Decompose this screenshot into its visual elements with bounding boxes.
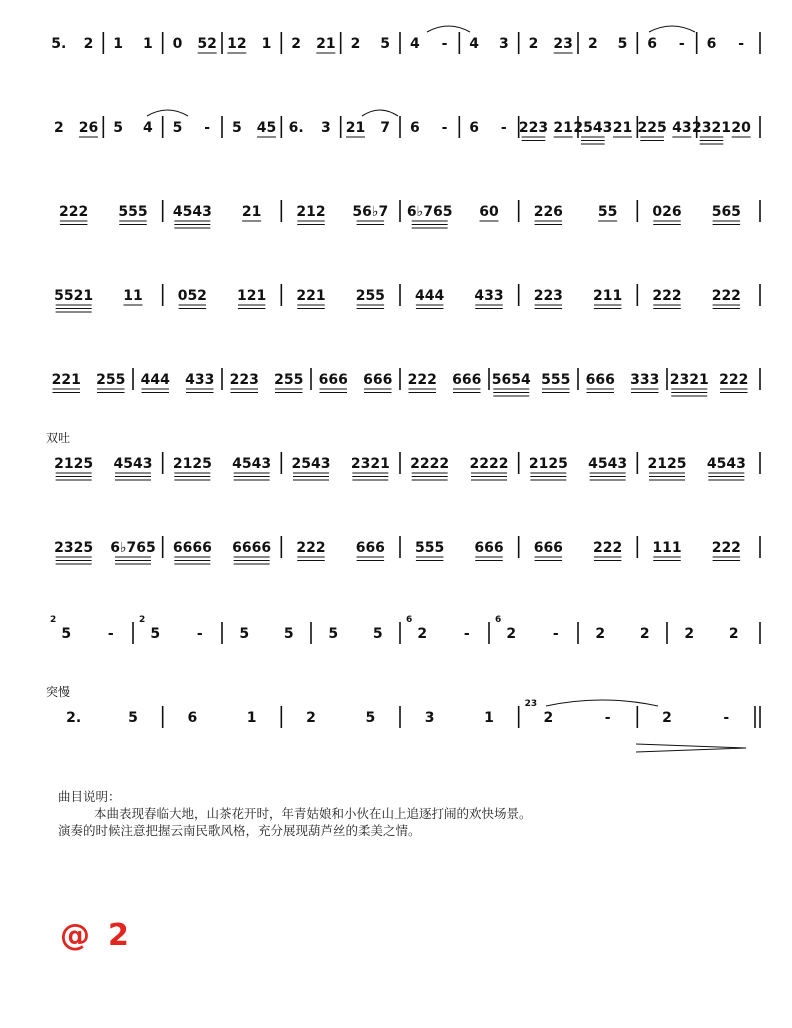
note-group: 2 <box>291 36 302 52</box>
note-group: 2 <box>684 626 695 642</box>
note-group: 60 <box>479 204 499 220</box>
note-group: 6♭765 <box>110 540 156 556</box>
note-group: 555 <box>541 372 571 388</box>
note-group: 6 <box>409 120 420 136</box>
tie-arc <box>147 110 188 116</box>
note-group: 2 <box>728 626 739 642</box>
note-group: 5 <box>328 626 339 642</box>
note-group: 5 <box>172 120 183 136</box>
note-group: 1 <box>484 710 494 726</box>
note-group: 666 <box>474 540 504 556</box>
note-group: 5521 <box>54 288 94 304</box>
note-group: 223 <box>518 120 549 136</box>
note-group: 4 <box>142 120 153 136</box>
note-group: 2125 <box>172 456 212 472</box>
note-group: 2 <box>306 710 316 726</box>
note-group: 222 <box>593 540 623 556</box>
note-group: 5654 <box>491 372 531 388</box>
note-group: - <box>738 36 745 52</box>
note-group: 666 <box>533 540 563 556</box>
note-group: 666 <box>363 372 393 388</box>
note-group: 2543 <box>291 456 331 472</box>
note-group: 1 <box>246 710 257 726</box>
note-group: 2 <box>639 626 650 642</box>
note-group: 221 <box>296 288 326 304</box>
note-group: 212 <box>296 204 326 220</box>
note-group: 2 <box>83 36 94 52</box>
note-group: 2 <box>543 710 554 726</box>
note-group: 2222 <box>469 456 509 472</box>
note-group: 4543 <box>232 456 272 472</box>
grace-note: 6 <box>495 615 502 625</box>
note-group: 2325 <box>54 540 94 556</box>
decrescendo-hairpin <box>636 744 746 752</box>
grace-note: 23 <box>524 699 538 709</box>
note-group: 222 <box>59 204 89 220</box>
note-group: 6 <box>469 120 480 136</box>
note-group: 4543 <box>706 456 746 472</box>
note-group: 2 <box>350 36 361 52</box>
note-group: 5 <box>231 120 242 136</box>
note-group: 43 <box>672 120 692 136</box>
note-group: 2321 <box>669 372 709 388</box>
note-group: 5 <box>239 626 250 642</box>
note-group: 2321 <box>350 456 390 472</box>
note-group: 255 <box>274 372 304 388</box>
note-group: 6666 <box>172 540 212 556</box>
page-number: 2 <box>108 918 147 953</box>
piece-description <box>58 788 758 839</box>
note-group: 4543 <box>172 204 212 220</box>
note-group: 666 <box>355 540 385 556</box>
note-group: 444 <box>140 372 170 388</box>
note-group: 1 <box>142 36 153 52</box>
note-group: 12 <box>227 36 247 52</box>
note-group: 666 <box>585 372 615 388</box>
grace-note: 6 <box>406 615 413 625</box>
tie-arc <box>546 700 658 706</box>
note-group: 333 <box>630 372 660 388</box>
note-group: 555 <box>118 204 148 220</box>
note-group: 5 <box>380 36 391 52</box>
note-group: 1 <box>261 36 272 52</box>
note-group: - <box>441 36 448 52</box>
note-group: 3 <box>498 36 509 52</box>
note-group: 3 <box>424 710 435 726</box>
note-group: 2222 <box>410 456 450 472</box>
note-group: 121 <box>237 288 267 304</box>
note-group: 5 <box>150 626 161 642</box>
note-group: 4543 <box>588 456 628 472</box>
note-group: 2 <box>595 626 606 642</box>
note-group: 222 <box>719 372 749 388</box>
note-group: 222 <box>652 288 682 304</box>
note-group: 1 <box>113 36 124 52</box>
note-group: 0 <box>172 36 183 52</box>
note-group: 11 <box>123 288 143 304</box>
note-group: 6 <box>706 36 717 52</box>
note-group: - <box>678 36 685 52</box>
note-group: 55 <box>597 204 618 220</box>
note-group: 4 <box>469 36 480 52</box>
description-paragraph-1: 本曲表现春临大地，山茶花开时，年青姑娘和小伙在山上追逐打闹的欢快场景。 <box>94 806 532 821</box>
tempo-marking: 突慢 <box>46 685 71 699</box>
note-group: 111 <box>652 540 682 556</box>
note-group: 444 <box>415 288 445 304</box>
note-group: 226 <box>533 204 563 220</box>
note-group: 255 <box>96 372 126 388</box>
note-group: 222 <box>296 540 326 556</box>
note-group: 433 <box>474 288 504 304</box>
note-group: - <box>107 626 114 642</box>
note-group: 221 <box>51 372 81 388</box>
page-marker <box>60 918 147 953</box>
note-group: 2 <box>587 36 598 52</box>
note-group: 666 <box>318 372 348 388</box>
note-group: 222 <box>407 372 437 388</box>
note-group: 6666 <box>232 540 272 556</box>
note-group: 2321 <box>692 120 731 136</box>
note-group: 21 <box>241 204 262 220</box>
note-group: - <box>723 710 730 726</box>
note-group: 26 <box>78 120 99 136</box>
note-group: 56♭7 <box>352 204 389 220</box>
note-group: 45 <box>256 120 277 136</box>
tie-arc <box>649 26 695 32</box>
note-group: 555 <box>415 540 445 556</box>
note-group: 21 <box>612 120 633 136</box>
note-group: 2125 <box>54 456 94 472</box>
note-group: 6♭765 <box>406 204 453 220</box>
note-group: - <box>500 120 507 136</box>
note-group: 52 <box>197 36 217 52</box>
note-group: 5. <box>51 36 67 52</box>
note-group: - <box>604 710 611 726</box>
tempo-marking: 双吐 <box>46 431 71 445</box>
note-group: 5 <box>283 626 294 642</box>
note-group: 4543 <box>113 456 153 472</box>
page-marker-symbol: @ <box>60 918 108 953</box>
note-group: 5 <box>61 626 72 642</box>
note-group: 21 <box>553 120 573 136</box>
note-group: 2. <box>66 710 82 726</box>
note-group: 565 <box>711 204 741 220</box>
note-group: - <box>441 120 448 136</box>
note-group: 4 <box>409 36 420 52</box>
note-group: 21 <box>316 36 336 52</box>
note-group: 222 <box>711 288 741 304</box>
tie-arc <box>362 110 398 116</box>
note-group: 026 <box>652 204 682 220</box>
description-paragraph-2: 演奏的时候注意把握云南民歌风格，充分展现葫芦丝的柔美之情。 <box>58 823 421 838</box>
note-group: 223 <box>229 372 259 388</box>
note-group: 6. <box>288 120 304 136</box>
note-group: 5 <box>365 710 376 726</box>
note-group: 2 <box>662 710 672 726</box>
note-group: 255 <box>355 288 385 304</box>
description-title: 曲目说明： <box>58 789 121 804</box>
grace-note: 2 <box>50 615 57 625</box>
note-group: 5 <box>372 626 383 642</box>
note-group: 6 <box>647 36 658 52</box>
note-group: 23 <box>553 36 573 52</box>
note-group: 5 <box>113 120 124 136</box>
note-group: 6 <box>187 710 198 726</box>
tie-arc <box>427 26 470 32</box>
note-group: 5 <box>617 36 628 52</box>
note-group: 433 <box>185 372 215 388</box>
note-group: 5 <box>128 710 138 726</box>
note-group: 2 <box>506 626 517 642</box>
grace-note: 2 <box>139 615 146 625</box>
note-group: - <box>204 120 211 136</box>
note-group: 222 <box>711 540 741 556</box>
note-group: 2 <box>528 36 539 52</box>
note-group: 052 <box>177 288 207 304</box>
note-group: 666 <box>452 372 482 388</box>
note-group: 225 <box>637 120 667 136</box>
note-group: - <box>552 626 559 642</box>
note-group: 20 <box>731 120 751 136</box>
note-group: 2 <box>53 120 64 136</box>
note-group: 223 <box>533 288 563 304</box>
note-group: 3 <box>320 120 331 136</box>
note-group: 2125 <box>528 456 568 472</box>
note-group: 7 <box>380 120 391 136</box>
note-group: 211 <box>593 288 623 304</box>
note-group: - <box>463 626 470 642</box>
note-group: 2 <box>417 626 428 642</box>
note-group: - <box>196 626 203 642</box>
note-group: 21 <box>345 120 366 136</box>
note-group: 2125 <box>647 456 687 472</box>
note-group: 2543 <box>573 120 613 136</box>
